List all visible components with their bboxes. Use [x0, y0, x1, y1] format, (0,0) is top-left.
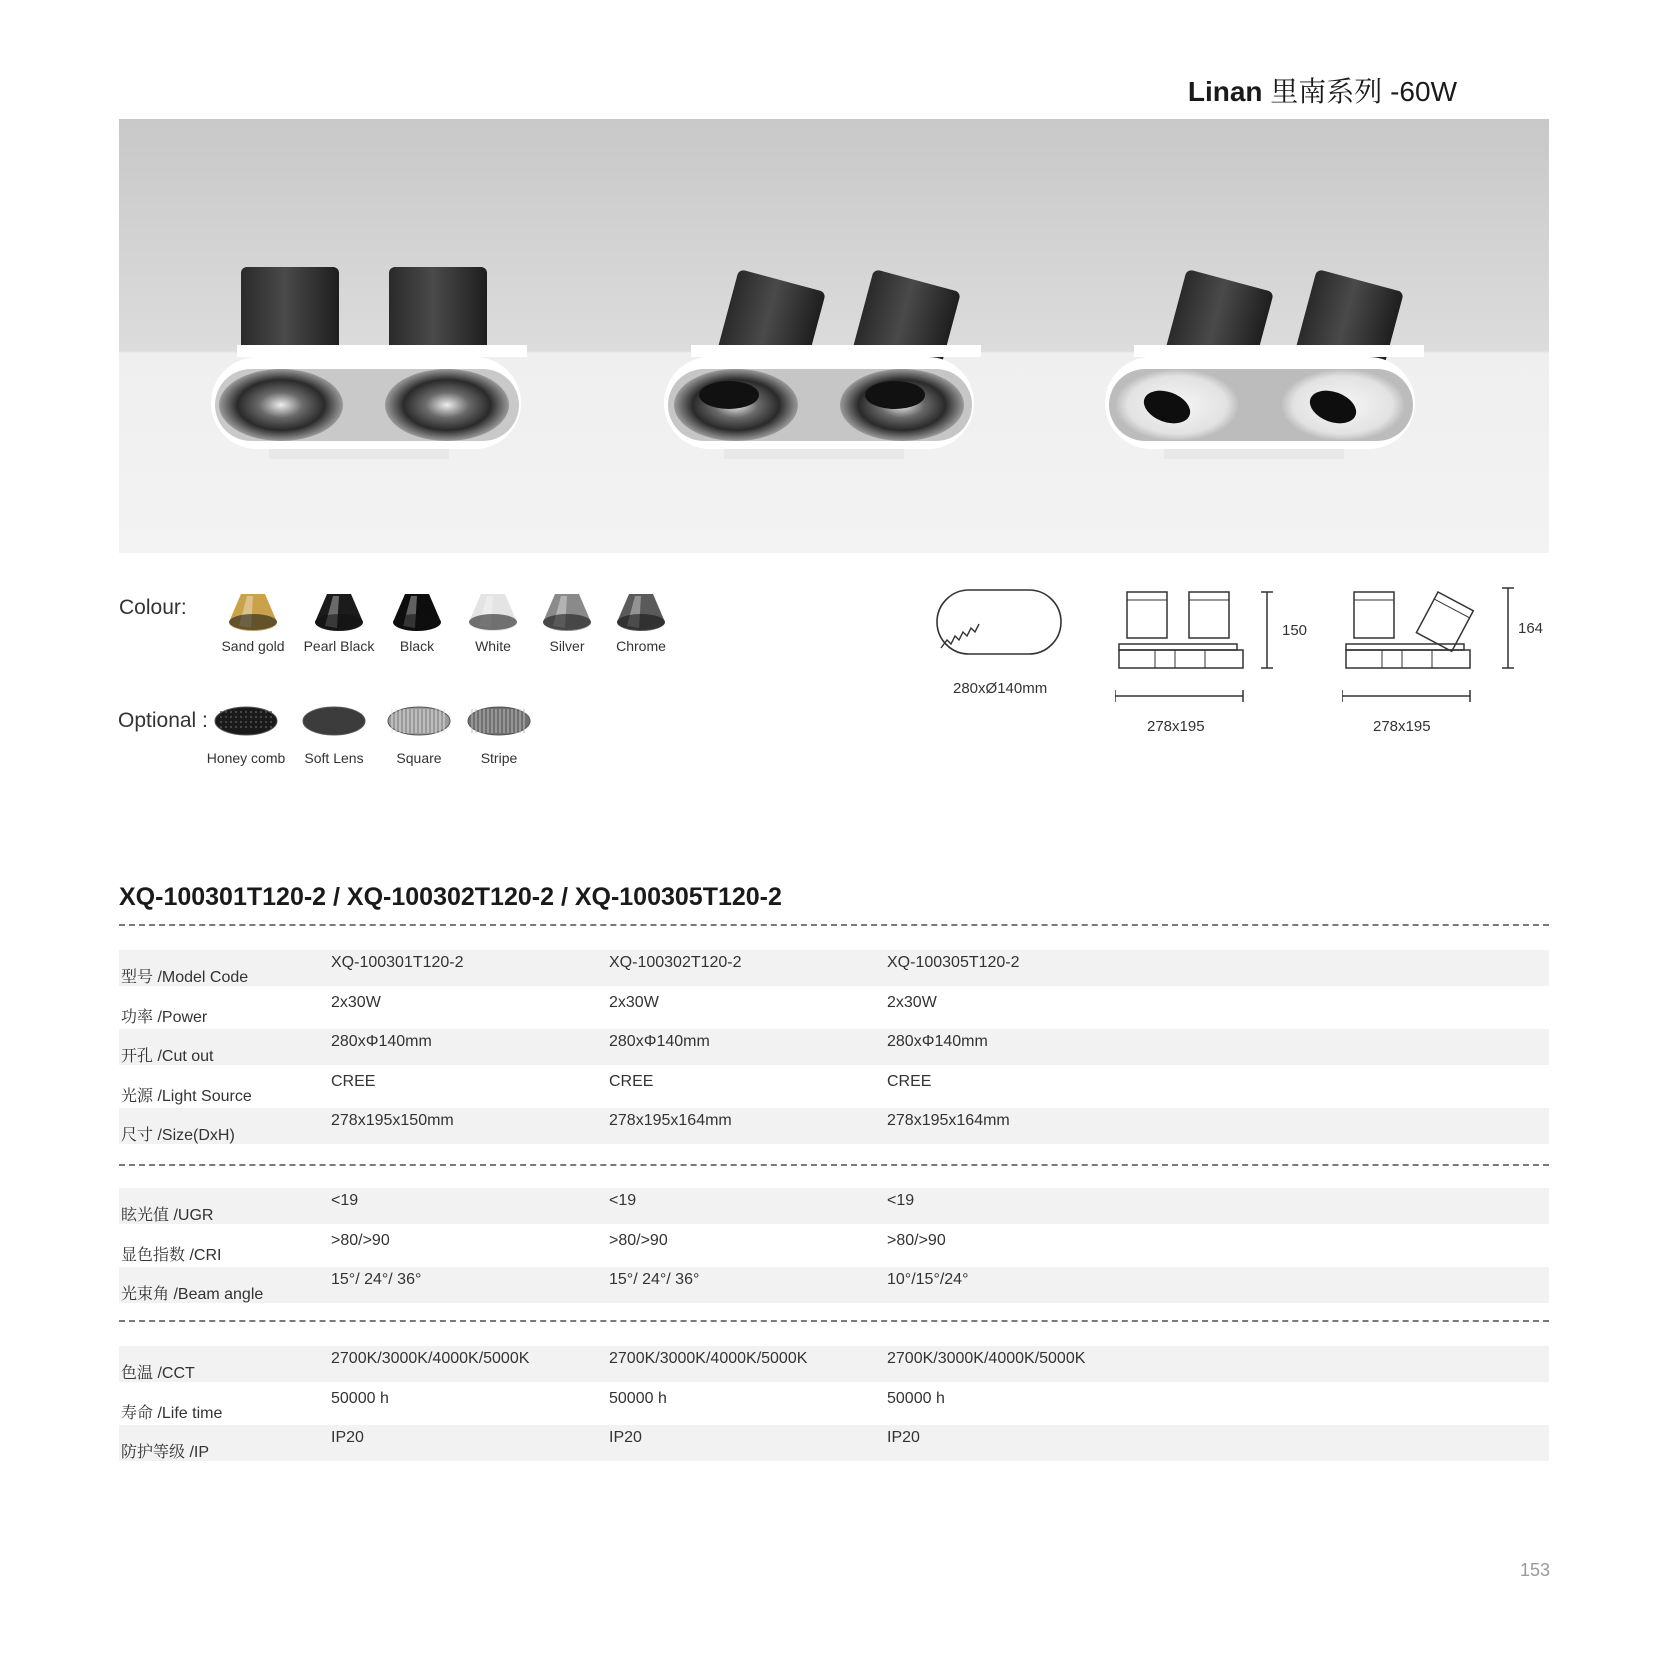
spec-value: XQ-100302T120-2: [609, 954, 742, 971]
colour-swatch-name: White: [475, 638, 511, 654]
spec-value: 2x30W: [331, 993, 381, 1011]
spec-value: CREE: [887, 1072, 932, 1090]
spec-label: 寿命 /Life time: [121, 1404, 223, 1422]
spec-value: <19: [331, 1192, 359, 1209]
reflector-5-icon: [613, 590, 669, 634]
spec-label: 功率 /Power: [121, 1008, 208, 1026]
colour-swatch-name: Silver: [549, 638, 585, 654]
spec-value: 2700K/3000K/4000K/5000K: [887, 1350, 1086, 1367]
spec-row: [119, 1267, 1549, 1303]
spec-row: [119, 950, 1549, 986]
spec-value: XQ-100301T120-2: [331, 954, 464, 971]
optional-accessory-name: Stripe: [480, 750, 518, 766]
series-name: 里南系列: [1270, 76, 1383, 107]
spec-value: 50000 h: [887, 1389, 945, 1407]
spec-value: 15°/ 24°/ 36°: [331, 1271, 422, 1288]
colour-swatch-name: Black: [399, 638, 435, 654]
spec-row: [119, 1069, 1549, 1105]
spec-value: 2x30W: [609, 993, 659, 1011]
spec-value: 50000 h: [609, 1389, 667, 1407]
spec-value: 280xΦ140mm: [887, 1033, 988, 1050]
spec-label: 显色指数 /CRI: [121, 1246, 222, 1264]
fixed-height: 150: [1282, 622, 1308, 639]
spec-label: 尺寸 /Size(DxH): [121, 1127, 235, 1144]
divider: [119, 924, 1549, 926]
fixed-side-drawing: [1115, 588, 1308, 708]
spec-label: 型号 /Model Code: [121, 969, 249, 986]
page-title: [1188, 70, 1457, 110]
spec-value: <19: [609, 1192, 637, 1209]
optional-accessory-name: Honey comb: [206, 750, 286, 766]
spec-value: >80/>90: [887, 1231, 946, 1249]
spec-value: IP20: [331, 1429, 364, 1446]
spec-row: [119, 1029, 1549, 1065]
spec-value: 280xΦ140mm: [331, 1033, 432, 1050]
model-title: XQ-100301T120-2 / XQ-100302T120-2 / XQ-100305T120-2: [119, 883, 782, 911]
colour-swatch-name: Sand gold: [221, 638, 285, 654]
spec-value: >80/>90: [331, 1231, 390, 1249]
tilt-footprint: 278x195: [1373, 718, 1431, 735]
product-illustration: [119, 119, 1549, 553]
spec-row: [119, 1346, 1549, 1382]
reflector-3-icon: [465, 590, 521, 634]
fixture-tilt-black: [664, 269, 981, 459]
fixture-tilt-white: [1105, 269, 1424, 459]
spec-label: 光束角 /Beam angle: [121, 1286, 264, 1303]
spec-row: [119, 1386, 1549, 1422]
tilt-side-drawing: [1342, 586, 1532, 708]
spec-value: 15°/ 24°/ 36°: [609, 1271, 700, 1288]
colour-swatch-name: Pearl Black: [303, 638, 375, 654]
spec-value: IP20: [887, 1429, 920, 1446]
colour-swatch: [591, 590, 691, 654]
spec-value: 2700K/3000K/4000K/5000K: [331, 1350, 530, 1367]
optional-accessory-name: Soft Lens: [304, 750, 364, 766]
reflector-1-icon: [311, 590, 367, 634]
lens-2-icon: [386, 704, 452, 738]
divider: [119, 1320, 1549, 1322]
product-hero-image: [119, 119, 1549, 553]
lens-0-icon: [213, 704, 279, 738]
reflector-0-icon: [225, 590, 281, 634]
spec-value: 278x195x150mm: [331, 1112, 454, 1129]
cutout-drawing: [935, 588, 1065, 660]
fixed-footprint: 278x195: [1147, 718, 1205, 735]
spec-value: XQ-100305T120-2: [887, 954, 1020, 971]
spec-row: [119, 1188, 1549, 1224]
spec-row: [119, 1228, 1549, 1264]
optional-label: Optional :: [118, 709, 208, 732]
divider: [119, 1164, 1549, 1166]
spec-row: [119, 990, 1549, 1026]
colour-label: Colour:: [119, 596, 187, 619]
brand-name: Linan: [1187, 76, 1263, 107]
spec-value: 2x30W: [887, 993, 937, 1011]
lens-1-icon: [301, 704, 367, 738]
spec-value: 2700K/3000K/4000K/5000K: [609, 1350, 808, 1367]
page-number: 153: [1519, 1560, 1550, 1580]
spec-row: [119, 1108, 1549, 1144]
lens-3-icon: [466, 704, 532, 738]
spec-value: CREE: [609, 1072, 654, 1090]
spec-value: 278x195x164mm: [609, 1112, 732, 1129]
spec-value: >80/>90: [609, 1231, 668, 1249]
spec-value: <19: [887, 1192, 915, 1209]
reflector-4-icon: [539, 590, 595, 634]
cutout-size: 280xØ140mm: [953, 680, 1048, 697]
spec-value: IP20: [609, 1429, 642, 1446]
colour-swatch: [203, 590, 303, 654]
spec-label: 防护等级 /IP: [121, 1444, 210, 1461]
spec-label: 眩光值 /UGR: [121, 1207, 214, 1224]
optional-accessory: [449, 704, 549, 766]
colour-swatch-name: Chrome: [616, 638, 666, 654]
spec-value: 280xΦ140mm: [609, 1033, 710, 1050]
spec-value: 278x195x164mm: [887, 1112, 1010, 1129]
spec-label: 开孔 /Cut out: [121, 1048, 214, 1065]
fixture-fixed: [211, 267, 527, 459]
spec-value: 10°/15°/24°: [887, 1271, 969, 1288]
spec-label: 色温 /CCT: [121, 1365, 195, 1382]
spec-value: CREE: [331, 1072, 376, 1090]
spec-label: 光源 /Light Source: [121, 1087, 252, 1105]
tilt-height: 164: [1518, 620, 1544, 637]
reflector-2-icon: [389, 590, 445, 634]
series-power: -60W: [1390, 76, 1457, 107]
optional-accessory: [196, 704, 296, 766]
optional-accessory-name: Square: [396, 750, 442, 766]
spec-value: 50000 h: [331, 1389, 389, 1407]
spec-row: [119, 1425, 1549, 1461]
